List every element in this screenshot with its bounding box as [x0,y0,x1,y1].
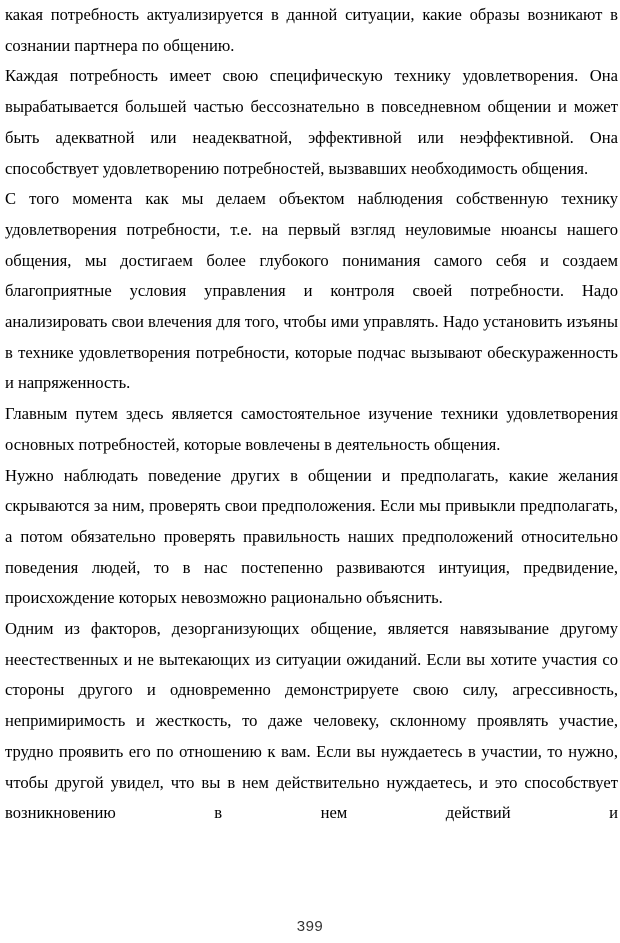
paragraph-6: Одним из факторов, дезорганизующих общение, является навязывание другому неестественных и не вытекающих из ситуации ожиданий. Если вы хотите участия со стороны другого и одновременно демонстрируете свою силу, агрессивность, непримиримость и жесткость, то даже человеку, склонному проявлять участие, трудно проявить его по отношению к вам. Если вы нуждаетесь в участии, то нужно, чтобы другой увидел, что вы в нем действительно нуждаетесь, и это способствует возникновению в нем действий и [5,619,618,823]
page-text [5,0,618,829]
paragraph-4: Главным путем здесь является самостоятельное изучение техники удовлетворения основных потребностей, которые вовлечены в деятельность общения. [5,404,618,454]
paragraph-2: Каждая потребность имеет свою специфическую технику удовлетворения. Она вырабатывается большей частью бессознательно в повседневном общении и может быть адекватной или неадекватной, эффективной или неэффективной. Она способствует удовлетворению потребностей, вызвавших необходимость общения. [5,66,618,178]
paragraph-3: С того момента как мы делаем объектом наблюдения собственную технику удовлетворения потребности, т.е. на первый взгляд неуловимые нюансы нашего общения, мы достигаем более глубокого понимания самого себя и создаем благоприятные условия управления и контроля своей потребности. Надо анализировать свои влечения для того, чтобы ими управлять. Надо установить изъяны в технике удовлетворения потребности, которые подчас вызывают обескураженность и напряженность. [5,189,618,393]
page-number: 399 [296,918,324,935]
paragraph-1: какая потребность актуализируется в данной ситуации, какие образы возникают в сознании партнера по общению. [5,5,618,55]
paragraph-5: Нужно наблюдать поведение других в общении и предполагать, какие желания скрываются за ним, проверять свои предположения. Если мы привыкли предполагать, а потом обязательно проверять правильность наших предположений относительно поведения людей, то в нас постепенно развиваются интуиция, предвидение, происхождение которых невозможно рационально объяснить. [5,465,618,608]
